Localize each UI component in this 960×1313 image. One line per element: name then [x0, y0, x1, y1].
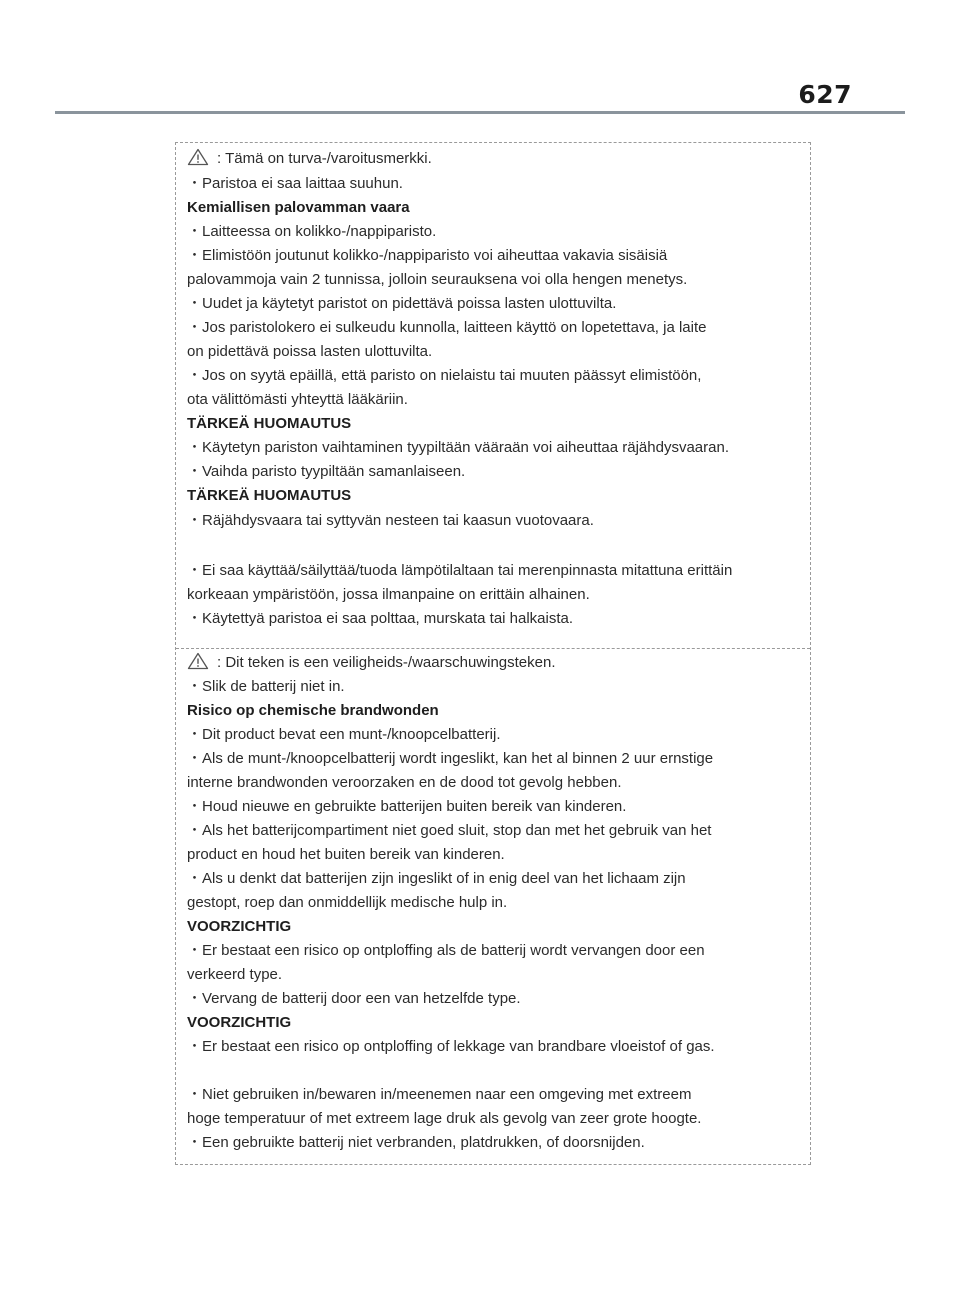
- text-line: ・Slik de batterij niet in.: [187, 678, 345, 695]
- section-heading: TÄRKEÄ HUOMAUTUS: [187, 415, 352, 432]
- dutch-section: [176, 648, 810, 1167]
- text-line: ・Uudet ja käytetyt paristot on pidettävä poissa lasten ulottuvilta.: [187, 295, 617, 312]
- text-line: interne brandwonden veroorzaken en de dood tot gevolg hebben.: [187, 774, 622, 791]
- text-line: ・Dit product bevat een munt-/knoopcelbatterij.: [187, 726, 501, 743]
- text-line: ・Paristoa ei saa laittaa suuhun.: [187, 175, 403, 192]
- legend-text: : Dit teken is een veiligheids-/waarschuwingsteken.: [217, 654, 556, 671]
- text-line: ・Vaihda paristo tyypiltään samanlaiseen.: [187, 463, 466, 480]
- section-heading: VOORZICHTIG: [187, 918, 292, 935]
- text-line: ・Ei saa käyttää/säilyttää/tuoda lämpötilaltaan tai merenpinnasta mitattuna erittäin: [187, 562, 733, 579]
- text-line: ・Jos on syytä epäillä, että paristo on nielaistu tai muuten päässyt elimistöön,: [187, 367, 702, 384]
- section-heading: TÄRKEÄ HUOMAUTUS: [187, 487, 352, 504]
- section-heading: Risico op chemische brandwonden: [187, 702, 439, 719]
- text-line: ・Käytetyn pariston vaihtaminen tyypiltään vääraän voi aiheuttaa räjähdysvaaran.: [187, 439, 729, 456]
- warning-triangle-icon: [187, 148, 209, 166]
- legend-line: [187, 652, 556, 673]
- text-line: ・Jos paristolokero ei sulkeudu kunnolla, laitteen käyttö on lopetettava, ja laite: [187, 319, 707, 336]
- text-line: ・Als de munt-/knoopcelbatterij wordt ingeslikt, kan het al binnen 2 uur ernstige: [187, 750, 714, 767]
- warning-box: [175, 142, 811, 1165]
- text-line: ・Als u denkt dat batterijen zijn ingeslikt of in enig deel van het lichaam zijn: [187, 870, 686, 887]
- text-line: verkeerd type.: [187, 966, 283, 983]
- text-line: gestopt, roep dan onmiddellijk medische hulp in.: [187, 894, 508, 911]
- legend-text: : Tämä on turva-/varoitusmerkki.: [217, 150, 432, 167]
- text-line: ・Er bestaat een risico op ontploffing of lekkage van brandbare vloeistof of gas.: [187, 1038, 715, 1055]
- text-line: korkeaan ympäristöön, jossa ilmanpaine on erittäin alhainen.: [187, 586, 590, 603]
- text-line: ・Een gebruikte batterij niet verbranden, platdrukken, of doorsnijden.: [187, 1134, 645, 1151]
- text-line: ota välittömästi yhteyttä lääkäriin.: [187, 391, 408, 408]
- text-line: ・Er bestaat een risico op ontploffing als de batterij wordt vervangen door een: [187, 942, 705, 959]
- text-line: ・Käytettyä paristoa ei saa polttaa, murskata tai halkaista.: [187, 610, 574, 627]
- text-line: ・Vervang de batterij door een van hetzelfde type.: [187, 990, 521, 1007]
- section-heading: Kemiallisen palovamman vaara: [187, 199, 410, 216]
- text-line: palovammoja vain 2 tunnissa, jolloin seurauksena voi olla hengen menetys.: [187, 271, 688, 288]
- legend-line: [187, 148, 432, 169]
- text-line: ・Elimistöön joutunut kolikko-/nappiparisto voi aiheuttaa vakavia sisäisiä: [187, 247, 668, 264]
- text-line: hoge temperatuur of met extreem lage druk als gevolg van zeer grote hoogte.: [187, 1110, 702, 1127]
- text-line: product en houd het buiten bereik van kinderen.: [187, 846, 505, 863]
- text-line: ・Räjähdysvaara tai syttyvän nesteen tai kaasun vuotovaara.: [187, 512, 594, 529]
- section-heading: VOORZICHTIG: [187, 1014, 292, 1031]
- finnish-section: [176, 143, 810, 648]
- text-line: ・Laitteessa on kolikko-/nappiparisto.: [187, 223, 437, 240]
- page-number: 627: [798, 80, 852, 109]
- text-line: ・Niet gebruiken in/bewaren in/meenemen naar een omgeving met extreem: [187, 1086, 692, 1103]
- warning-triangle-icon: [187, 652, 209, 670]
- text-line: on pidettävä poissa lasten ulottuvilta.: [187, 343, 433, 360]
- text-line: ・Als het batterijcompartiment niet goed sluit, stop dan met het gebruik van het: [187, 822, 712, 839]
- header-rule: [55, 111, 905, 114]
- text-line: ・Houd nieuwe en gebruikte batterijen buiten bereik van kinderen.: [187, 798, 627, 815]
